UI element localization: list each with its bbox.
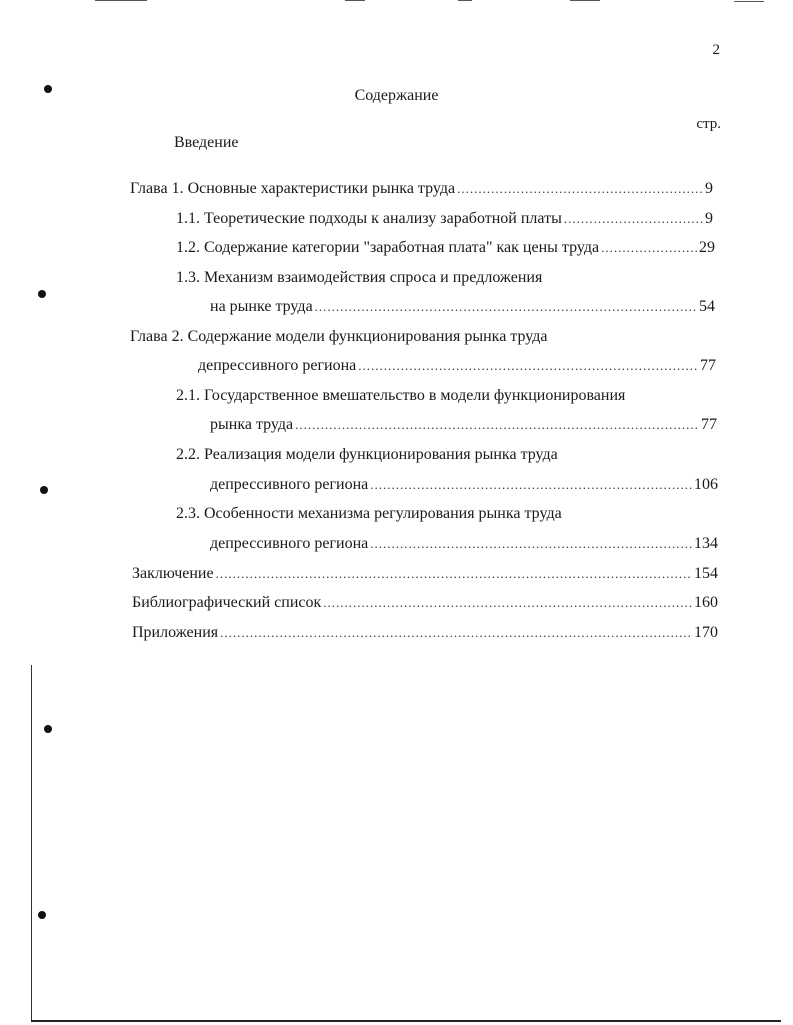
toc-entry-chapter-2-cont [198, 355, 716, 377]
toc-entry-1-3-cont [210, 296, 715, 318]
toc-entry-page: 77 [701, 416, 717, 433]
toc-entry-appendices [132, 622, 718, 644]
toc-entry-chapter-1 [130, 178, 713, 200]
toc-entry-2-1: 2.1. Государственное вмешательство в модели функционирования [176, 387, 626, 404]
toc-entry-1-2 [176, 237, 715, 259]
toc-entry-text: на рынке труда [210, 298, 313, 315]
toc-entry-1-1 [176, 208, 713, 230]
leader-dots [601, 237, 697, 259]
toc-entry-text: Библиографический список [132, 594, 322, 611]
toc-entry-page: 134 [694, 535, 718, 552]
toc-entry-2-2: 2.2. Реализация модели функционирования рынка труда [176, 446, 558, 463]
toc-entry-page: 154 [694, 565, 718, 582]
toc-entry-text: Глава 1. Основные характеристики рынка труда [130, 180, 456, 197]
leader-dots [358, 355, 698, 377]
scan-artifact [458, 0, 472, 1]
binder-hole-icon [38, 911, 46, 919]
page-column-label: стр. [696, 116, 721, 132]
toc-entry-text: рынка труда [210, 416, 294, 433]
toc-entry-text: 1.1. Теоретические подходы к анализу заработной платы [176, 210, 562, 227]
toc-entry-text: 1.2. Содержание категории "заработная плата" как цены труда [176, 239, 600, 256]
toc-entry-page: 160 [694, 594, 718, 611]
binder-hole-icon [44, 725, 52, 733]
toc-entry-2-3-cont [210, 533, 718, 555]
leader-dots [323, 592, 692, 614]
toc-entry-2-1-cont [210, 414, 717, 436]
toc-entry-page: 106 [694, 476, 718, 493]
leader-dots [220, 622, 692, 644]
scan-artifact [734, 1, 764, 2]
toc-entry-page: 170 [694, 624, 718, 641]
scan-artifact [345, 0, 365, 1]
toc-entry-2-2-cont [210, 474, 718, 496]
toc-entry-chapter-2: Глава 2. Содержание модели функционирования рынка труда [130, 328, 548, 345]
binder-hole-icon [38, 290, 46, 298]
binder-hole-icon [40, 486, 48, 494]
page-number: 2 [712, 42, 720, 58]
page-edge-bottom [31, 1020, 781, 1022]
toc-entry-text: Приложения [132, 624, 219, 641]
toc-entry-page: 29 [699, 239, 715, 256]
toc-entry-text: депрессивного региона [198, 357, 357, 374]
toc-entry-bibliography [132, 592, 718, 614]
scan-artifact [95, 0, 147, 1]
leader-dots [370, 474, 692, 496]
leader-dots [216, 563, 692, 585]
toc-entry-2-3: 2.3. Особенности механизма регулирования рынка труда [176, 505, 562, 522]
page-edge-left [31, 665, 32, 1020]
toc-title: Содержание [354, 87, 439, 104]
toc-entry-introduction: Введение [174, 134, 239, 151]
leader-dots [564, 208, 703, 230]
toc-entry-page: 54 [699, 298, 715, 315]
toc-entry-page: 9 [705, 210, 713, 227]
leader-dots [457, 178, 703, 200]
toc-entry-text: депрессивного региона [210, 535, 369, 552]
toc-entry-1-3: 1.3. Механизм взаимодействия спроса и предложения [176, 269, 543, 286]
leader-dots [295, 414, 699, 436]
leader-dots [370, 533, 692, 555]
leader-dots [315, 296, 697, 318]
toc-entry-text: Заключение [132, 565, 214, 582]
toc-entry-text: депрессивного региона [210, 476, 369, 493]
toc-entry-page: 9 [705, 180, 713, 197]
toc-entry-conclusion [132, 563, 718, 585]
scan-artifact [570, 0, 600, 1]
toc-entry-page: 77 [700, 357, 716, 374]
